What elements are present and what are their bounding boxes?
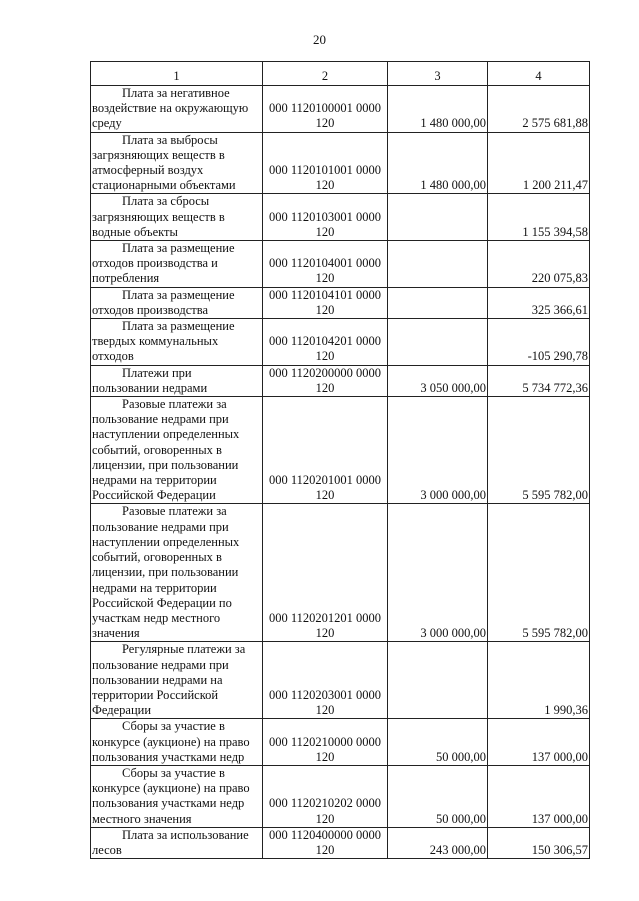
table-row [91,719,590,766]
row-name-cell: Плата за размещение отходов производства [91,287,263,318]
row-plan-amount-cell: 1 480 000,00 [388,132,488,194]
row-actual-amount-cell: 1 200 211,47 [488,132,590,194]
row-name-cell: Плата за использование лесов [91,827,263,858]
row-actual-amount-cell: -105 290,78 [488,319,590,366]
row-code-cell: 000 1120210202 0000 120 [263,765,388,827]
row-name-cell: Сборы за участие в конкурсе (аукционе) на право пользования участками недр местного значения [91,765,263,827]
revenue-table [90,61,590,859]
row-plan-amount-cell [388,287,488,318]
row-code-cell: 000 1120104101 0000 120 [263,287,388,318]
row-code-cell: 000 1120201001 0000 120 [263,397,388,504]
row-plan-amount-cell: 3 000 000,00 [388,504,488,642]
row-code-cell: 000 1120103001 0000 120 [263,194,388,241]
row-plan-amount-cell: 1 480 000,00 [388,86,488,133]
table-row [91,86,590,133]
row-actual-amount-cell: 137 000,00 [488,765,590,827]
page-number: 20 [313,32,326,47]
row-plan-amount-cell: 50 000,00 [388,719,488,766]
table-row [91,827,590,858]
row-name-cell: Плата за негативное воздействие на окружающую среду [91,86,263,133]
table-row [91,765,590,827]
row-code-cell: 000 1120210000 0000 120 [263,719,388,766]
header-row [91,62,590,86]
row-code-cell: 000 1120104001 0000 120 [263,241,388,288]
row-actual-amount-cell: 137 000,00 [488,719,590,766]
row-code-cell: 000 1120104201 0000 120 [263,319,388,366]
table-row [91,642,590,719]
row-actual-amount-cell: 2 575 681,88 [488,86,590,133]
table-row [91,132,590,194]
table-row [91,241,590,288]
row-plan-amount-cell: 3 050 000,00 [388,365,488,396]
row-plan-amount-cell: 3 000 000,00 [388,397,488,504]
row-actual-amount-cell: 150 306,57 [488,827,590,858]
row-plan-amount-cell [388,642,488,719]
table-row [91,397,590,504]
row-plan-amount-cell [388,241,488,288]
row-code-cell: 000 1120200000 0000 120 [263,365,388,396]
row-code-cell: 000 1120100001 0000 120 [263,86,388,133]
row-name-cell: Плата за сбросы загрязняющих веществ в водные объекты [91,194,263,241]
row-actual-amount-cell: 5 595 782,00 [488,397,590,504]
table-row [91,194,590,241]
row-name-cell: Разовые платежи за пользование недрами при наступлении определенных событий, оговоренных в лицензии, при пользовании недрами на территории Российской Федерации [91,397,263,504]
row-name-cell: Платежи при пользовании недрами [91,365,263,396]
column-header-2: 2 [263,62,388,86]
row-name-cell: Разовые платежи за пользование недрами при наступлении определенных событий, оговоренных в лицензии, при пользовании недрами на территории Российской Федерации по участкам недр местного значения [91,504,263,642]
table-row [91,365,590,396]
table-body [91,86,590,859]
table-row [91,287,590,318]
column-header-3: 3 [388,62,488,86]
row-actual-amount-cell: 325 366,61 [488,287,590,318]
table-row [91,504,590,642]
row-code-cell: 000 1120201201 0000 120 [263,504,388,642]
table-row [91,319,590,366]
row-actual-amount-cell: 5 595 782,00 [488,504,590,642]
row-name-cell: Плата за размещение твердых коммунальных отходов [91,319,263,366]
row-name-cell: Плата за выбросы загрязняющих веществ в атмосферный воздух стационарными объектами [91,132,263,194]
row-name-cell: Регулярные платежи за пользование недрами при пользовании недрами на территории Российской Федерации [91,642,263,719]
row-plan-amount-cell: 50 000,00 [388,765,488,827]
row-plan-amount-cell [388,194,488,241]
row-plan-amount-cell: 243 000,00 [388,827,488,858]
row-code-cell: 000 1120101001 0000 120 [263,132,388,194]
row-actual-amount-cell: 5 734 772,36 [488,365,590,396]
row-actual-amount-cell: 1 155 394,58 [488,194,590,241]
row-plan-amount-cell [388,319,488,366]
row-name-cell: Сборы за участие в конкурсе (аукционе) на право пользования участками недр [91,719,263,766]
column-header-4: 4 [488,62,590,86]
row-code-cell: 000 1120203001 0000 120 [263,642,388,719]
row-code-cell: 000 1120400000 0000 120 [263,827,388,858]
column-header-1: 1 [91,62,263,86]
row-name-cell: Плата за размещение отходов производства и потребления [91,241,263,288]
row-actual-amount-cell: 1 990,36 [488,642,590,719]
row-actual-amount-cell: 220 075,83 [488,241,590,288]
